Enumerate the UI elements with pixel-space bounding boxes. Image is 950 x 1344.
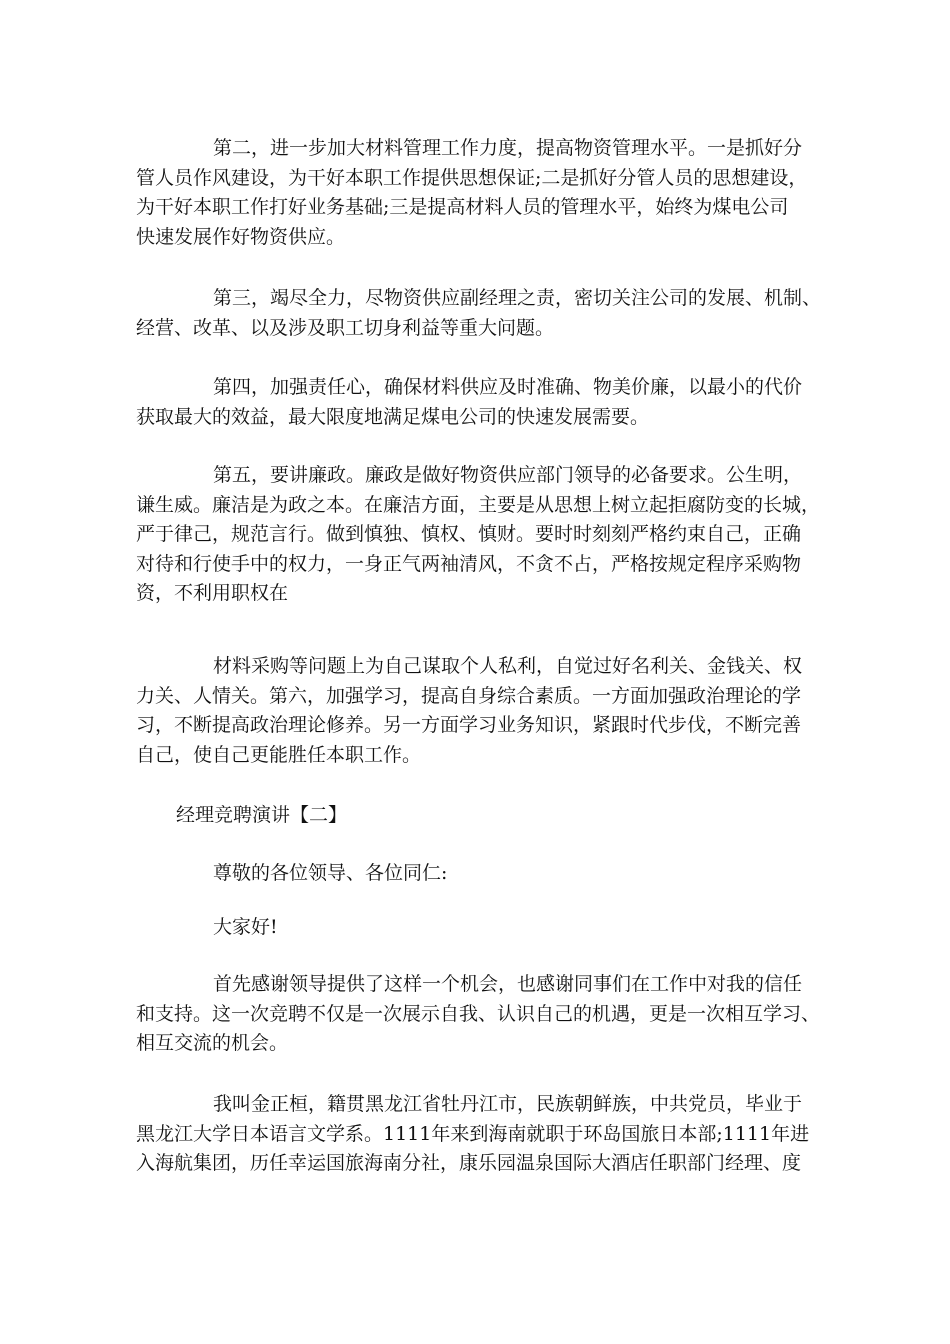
- text-line: 材料采购等问题上为自己谋取个人私利，自觉过好名利关、金钱关、权: [213, 655, 803, 677]
- text-line: 经营、改革、以及涉及职工切身利益等重大问题。: [136, 316, 555, 339]
- text-line: 第二，进一步加大材料管理工作力度，提高物资管理水平。一是抓好分: [213, 137, 803, 159]
- text-line: 对待和行使手中的权力，一身正气两袖清风，不贪不占，严格按规定程序采购物: [136, 552, 802, 575]
- text-line: 第四，加强责任心，确保材料供应及时准确、物美价廉，以最小的代价: [213, 376, 803, 398]
- paragraph-study: [136, 652, 826, 770]
- paragraph-duty: [136, 284, 826, 343]
- text-line: 为干好本职工作打好业务基础;三是提高材料人员的管理水平，始终为煤电公司: [136, 196, 789, 218]
- text-line: 黑龙江大学日本语言文学系。1111年来到海南就职于环岛国旅日本部;1111年进: [136, 1122, 810, 1145]
- paragraph-self-introduction: [136, 1090, 826, 1179]
- paragraph-integrity: [136, 461, 826, 609]
- text-line: 习，不断提高政治理论修养。另一方面学习业务知识，紧跟时代步伐，不断完善: [136, 714, 802, 736]
- heading-text: 经理竞聘演讲【二】: [176, 804, 348, 826]
- text-line: 资，不利用职权在: [136, 582, 289, 604]
- paragraph-hello: [136, 913, 826, 943]
- paragraph-responsibility: [136, 373, 826, 432]
- text-line: 快速发展作好物资供应。: [136, 225, 346, 248]
- text-line: 入海航集团，历任幸运国旅海南分社，康乐园温泉国际大酒店任职部门经理、度: [136, 1152, 802, 1174]
- paragraph-greeting: [136, 859, 826, 889]
- paragraph-thanks: [136, 970, 826, 1059]
- text-line: 相互交流的机会。: [136, 1032, 289, 1054]
- text-line: 尊敬的各位领导、各位同仁:: [213, 862, 448, 884]
- text-line: 第五，要讲廉政。廉政是做好物资供应部门领导的必备要求。公生明，: [213, 464, 803, 486]
- text-line: 首先感谢领导提供了这样一个机会，也感谢同事们在工作中对我的信任: [213, 973, 803, 995]
- text-line: 谦生威。廉洁是为政之本。在廉洁方面，主要是从思想上树立起拒腐防变的长城，: [136, 493, 821, 516]
- text-line: 和支持。这一次竞聘不仅是一次展示自我、认识自己的机遇，更是一次相互学习、: [136, 1002, 821, 1025]
- text-line: 力关、人情关。第六，加强学习，提高自身综合素质。一方面加强政治理论的学: [136, 684, 802, 707]
- text-line: 自己，使自己更能胜任本职工作。: [136, 743, 422, 766]
- text-line: 管人员作风建设，为干好本职工作提供思想保证;二是抓好分管人员的思想建设，: [136, 166, 808, 189]
- text-line: 大家好!: [213, 916, 278, 938]
- text-line: 我叫金正桓，籍贯黑龙江省牡丹江市，民族朝鲜族，中共党员，毕业于: [213, 1093, 803, 1115]
- section-heading: [136, 801, 826, 831]
- text-line: 严于律己，规范言行。做到慎独、慎权、慎财。要时时刻刻严格约束自己，正确: [136, 523, 802, 545]
- paragraph-material-management: [136, 134, 826, 252]
- text-line: 获取最大的效益，最大限度地满足煤电公司的快速发展需要。: [136, 405, 650, 428]
- text-line: 第三，竭尽全力，尽物资供应副经理之责，密切关注公司的发展、机制、: [213, 287, 822, 309]
